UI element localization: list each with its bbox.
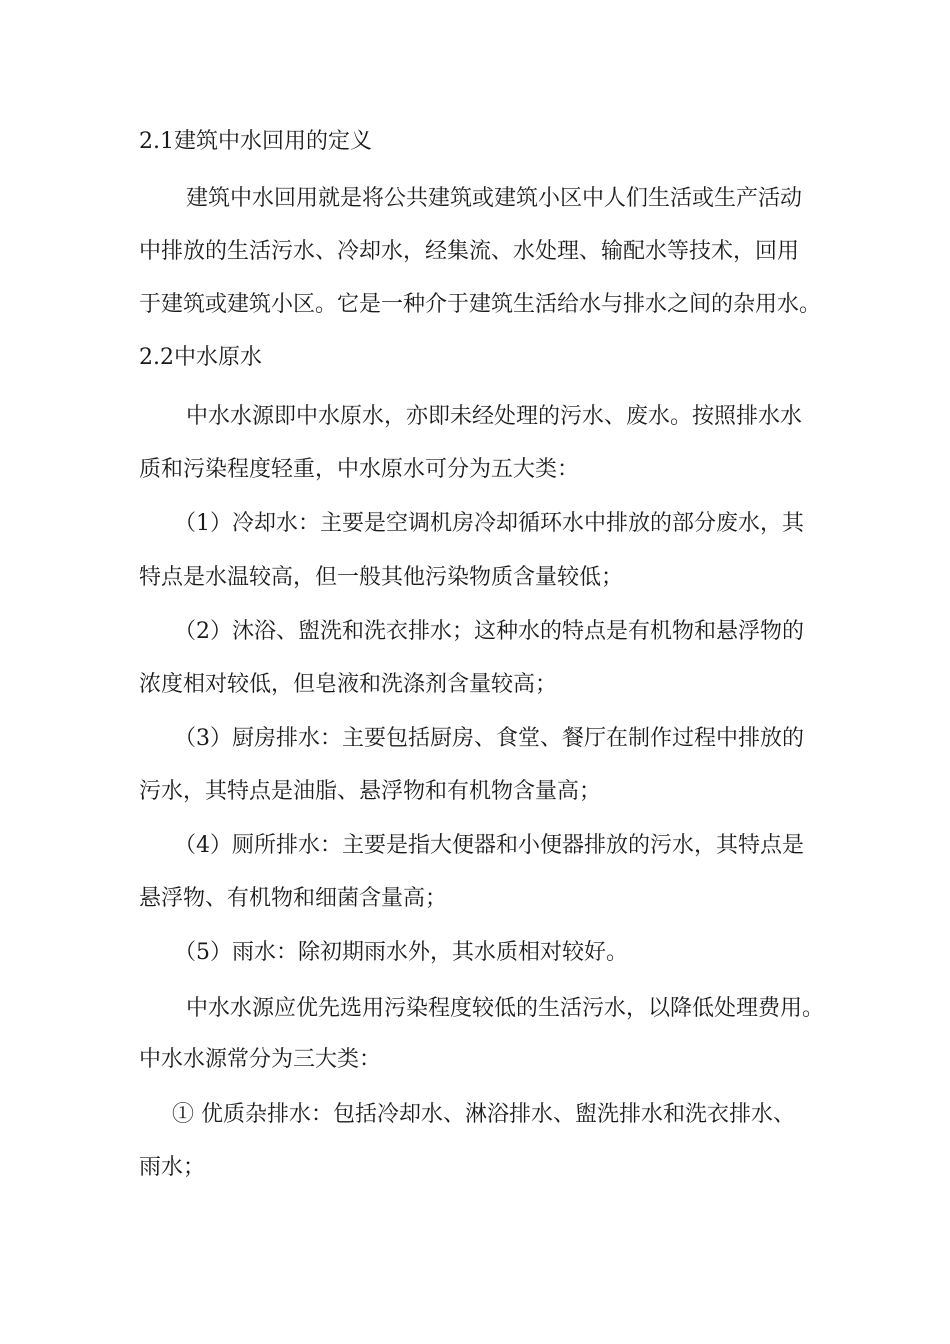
list-item-line: 浓度相对较低，但皂液和洗涤剂含量较高； <box>139 672 558 697</box>
list-item-line: （3）厨房排水：主要包括厨房、食堂、餐厅在制作过程中排放的 <box>174 726 804 751</box>
list-item-line: （4）厕所排水：主要是指大便器和小便器排放的污水，其特点是 <box>174 833 804 858</box>
list-item-line: ① 优质杂排水：包括冷却水、淋浴排水、盥洗排水和洗衣排水、 <box>172 1102 795 1127</box>
list-item-line: 污水，其特点是油脂、悬浮物和有机物含量高； <box>139 779 602 804</box>
section-heading-2-2: 2.2中水原水 <box>139 345 262 370</box>
list-item-line: 特点是水温较高，但一般其他污染物质含量较低； <box>139 565 624 590</box>
paragraph-line: 中排放的生活污水、冷却水，经集流、水处理、输配水等技术，回用 <box>139 239 800 264</box>
paragraph-line: 中水水源常分为三大类： <box>139 1047 382 1072</box>
list-item-line: 雨水； <box>139 1155 206 1180</box>
section-heading-2-1: 2.1建筑中水回用的定义 <box>139 129 372 154</box>
list-item-line: （5）雨水：除初期雨水外，其水质相对较好。 <box>174 940 628 965</box>
paragraph-line: 于建筑或建筑小区。它是一种介于建筑生活给水与排水之间的杂用水。 <box>139 292 822 317</box>
paragraph-line: 质和污染程度轻重，中水原水可分为五大类： <box>139 457 580 482</box>
list-item-line: （1）冷却水：主要是空调机房冷却循环水中排放的部分废水，其 <box>174 511 804 536</box>
paragraph-line: 中水水源即中水原水，亦即未经处理的污水、废水。按照排水水 <box>186 404 803 429</box>
paragraph-line: 中水水源应优先选用污染程度较低的生活污水，以降低处理费用。 <box>186 996 825 1021</box>
list-item-line: 悬浮物、有机物和细菌含量高； <box>139 886 448 911</box>
list-item-line: （2）沐浴、盥洗和洗衣排水；这种水的特点是有机物和悬浮物的 <box>174 619 804 644</box>
paragraph-line: 建筑中水回用就是将公共建筑或建筑小区中人们生活或生产活动 <box>186 186 803 211</box>
